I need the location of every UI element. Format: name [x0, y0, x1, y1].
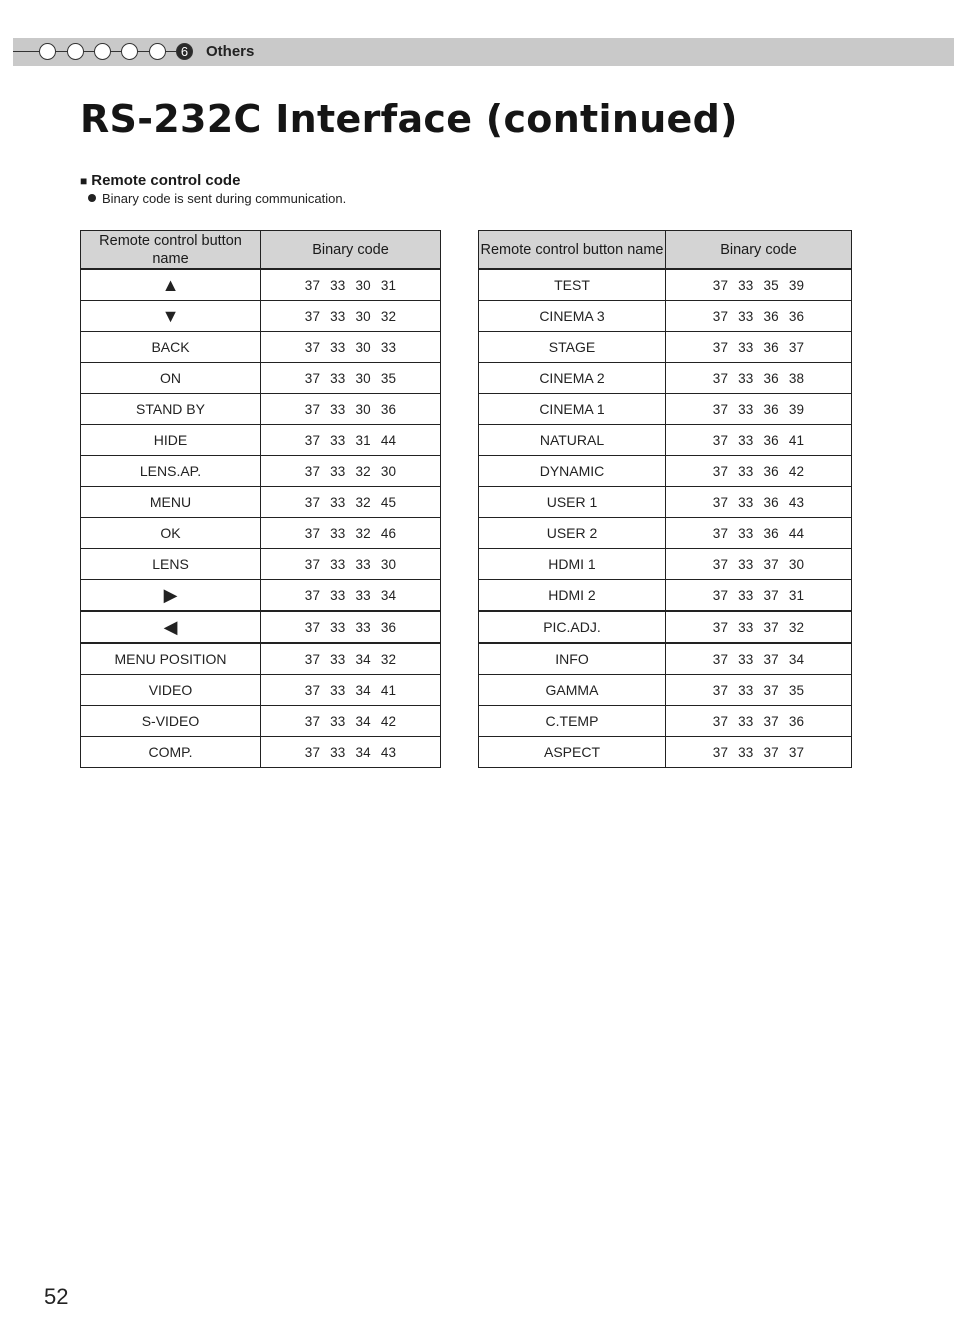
- binary-code-cell: 37 33 34 42: [261, 706, 441, 737]
- binary-code-cell: 37 33 32 45: [261, 487, 441, 518]
- table-row: [479, 394, 852, 425]
- button-name-cell: CINEMA 2: [479, 363, 666, 394]
- button-name-cell: OK: [81, 518, 261, 549]
- column-header-code: Binary code: [666, 231, 852, 270]
- button-name-cell: LENS.AP.: [81, 456, 261, 487]
- chapter-circle-1: [39, 43, 56, 60]
- button-name-cell: GAMMA: [479, 675, 666, 706]
- button-name-cell: ◀: [81, 611, 261, 643]
- button-name-cell: ▼: [81, 301, 261, 332]
- table-row: [81, 332, 441, 363]
- button-name-cell: ▲: [81, 269, 261, 301]
- binary-code-cell: 37 33 32 46: [261, 518, 441, 549]
- square-bullet-icon: ■: [80, 174, 88, 188]
- table-row: [81, 737, 441, 768]
- table-row: [479, 549, 852, 580]
- binary-code-cell: 37 33 37 31: [666, 580, 852, 612]
- binary-code-cell: 37 33 36 38: [666, 363, 852, 394]
- chapter-circle-5: [149, 43, 166, 60]
- table-row: [81, 675, 441, 706]
- table-row: [479, 580, 852, 612]
- binary-code-cell: 37 33 36 41: [666, 425, 852, 456]
- chapter-circle-2: [67, 43, 84, 60]
- binary-code-cell: 37 33 30 32: [261, 301, 441, 332]
- table-row: [81, 425, 441, 456]
- binary-code-cell: 37 33 37 35: [666, 675, 852, 706]
- table-row: [81, 706, 441, 737]
- table-header-row: [479, 231, 852, 270]
- table-row: [81, 549, 441, 580]
- table-row: [81, 456, 441, 487]
- button-name-cell: MENU: [81, 487, 261, 518]
- table-header-row: [81, 231, 441, 270]
- binary-code-cell: 37 33 36 39: [666, 394, 852, 425]
- table-row: [479, 643, 852, 675]
- binary-code-cell: 37 33 32 30: [261, 456, 441, 487]
- remote-code-table-left: [80, 230, 441, 768]
- binary-code-cell: 37 33 34 32: [261, 643, 441, 675]
- button-name-cell: HDMI 2: [479, 580, 666, 612]
- column-header-name: Remote control button name: [81, 231, 261, 270]
- table-row: [81, 487, 441, 518]
- button-name-cell: ASPECT: [479, 737, 666, 768]
- remote-code-table-right: [478, 230, 852, 768]
- binary-code-cell: 37 33 36 43: [666, 487, 852, 518]
- binary-code-cell: 37 33 30 35: [261, 363, 441, 394]
- binary-code-cell: 37 33 37 30: [666, 549, 852, 580]
- table-row: [479, 425, 852, 456]
- binary-code-cell: 37 33 36 37: [666, 332, 852, 363]
- binary-code-cell: 37 33 30 36: [261, 394, 441, 425]
- button-name-cell: CINEMA 1: [479, 394, 666, 425]
- table-row: [479, 301, 852, 332]
- button-name-cell: HIDE: [81, 425, 261, 456]
- chapter-circle-current: 6: [176, 43, 193, 60]
- button-name-cell: INFO: [479, 643, 666, 675]
- table-row: [479, 487, 852, 518]
- button-name-cell: USER 1: [479, 487, 666, 518]
- table-row: [479, 456, 852, 487]
- binary-code-cell: 37 33 34 41: [261, 675, 441, 706]
- chapter-circle-3: [94, 43, 111, 60]
- button-name-cell: HDMI 1: [479, 549, 666, 580]
- button-name-cell: VIDEO: [81, 675, 261, 706]
- note: [88, 191, 346, 206]
- table-row: [479, 611, 852, 643]
- table-row: [81, 363, 441, 394]
- subsection-heading: [80, 172, 240, 189]
- binary-code-cell: 37 33 37 37: [666, 737, 852, 768]
- column-header-code: Binary code: [261, 231, 441, 270]
- button-name-cell: COMP.: [81, 737, 261, 768]
- table-row: [479, 363, 852, 394]
- binary-code-cell: 37 33 37 34: [666, 643, 852, 675]
- button-name-cell: NATURAL: [479, 425, 666, 456]
- binary-code-cell: 37 33 31 44: [261, 425, 441, 456]
- button-name-cell: STAND BY: [81, 394, 261, 425]
- binary-code-cell: 37 33 37 36: [666, 706, 852, 737]
- table-row: [81, 518, 441, 549]
- button-name-cell: C.TEMP: [479, 706, 666, 737]
- table-row: [81, 611, 441, 643]
- binary-code-cell: 37 33 36 44: [666, 518, 852, 549]
- section-label: Others: [206, 43, 255, 60]
- table-row: [479, 737, 852, 768]
- binary-code-cell: 37 33 33 30: [261, 549, 441, 580]
- binary-code-cell: 37 33 37 32: [666, 611, 852, 643]
- table-row: [81, 269, 441, 301]
- table-row: [479, 518, 852, 549]
- button-name-cell: ▶: [81, 580, 261, 612]
- button-name-cell: STAGE: [479, 332, 666, 363]
- chapter-circle-4: [121, 43, 138, 60]
- button-name-cell: S-VIDEO: [81, 706, 261, 737]
- binary-code-cell: 37 33 33 36: [261, 611, 441, 643]
- table-row: [81, 580, 441, 612]
- binary-code-cell: 37 33 30 31: [261, 269, 441, 301]
- table-row: [81, 394, 441, 425]
- button-name-cell: ON: [81, 363, 261, 394]
- button-name-cell: CINEMA 3: [479, 301, 666, 332]
- subsection-title: Remote control code: [91, 172, 241, 189]
- page-number: 52: [44, 1284, 69, 1309]
- table-row: [479, 706, 852, 737]
- binary-code-cell: 37 33 33 34: [261, 580, 441, 612]
- table-row: [479, 675, 852, 706]
- binary-code-cell: 37 33 30 33: [261, 332, 441, 363]
- button-name-cell: LENS: [81, 549, 261, 580]
- binary-code-cell: 37 33 36 42: [666, 456, 852, 487]
- binary-code-cell: 37 33 35 39: [666, 269, 852, 301]
- table-row: [479, 269, 852, 301]
- button-name-cell: TEST: [479, 269, 666, 301]
- note-text: Binary code is sent during communication.: [102, 191, 347, 206]
- button-name-cell: MENU POSITION: [81, 643, 261, 675]
- table-row: [81, 301, 441, 332]
- button-name-cell: PIC.ADJ.: [479, 611, 666, 643]
- table-row: [479, 332, 852, 363]
- table-row: [81, 643, 441, 675]
- button-name-cell: DYNAMIC: [479, 456, 666, 487]
- page-title: RS-232C Interface (continued): [80, 97, 738, 141]
- bullet-dot-icon: [88, 194, 96, 202]
- button-name-cell: USER 2: [479, 518, 666, 549]
- column-header-name: Remote control button name: [479, 231, 666, 270]
- binary-code-cell: 37 33 36 36: [666, 301, 852, 332]
- button-name-cell: BACK: [81, 332, 261, 363]
- binary-code-cell: 37 33 34 43: [261, 737, 441, 768]
